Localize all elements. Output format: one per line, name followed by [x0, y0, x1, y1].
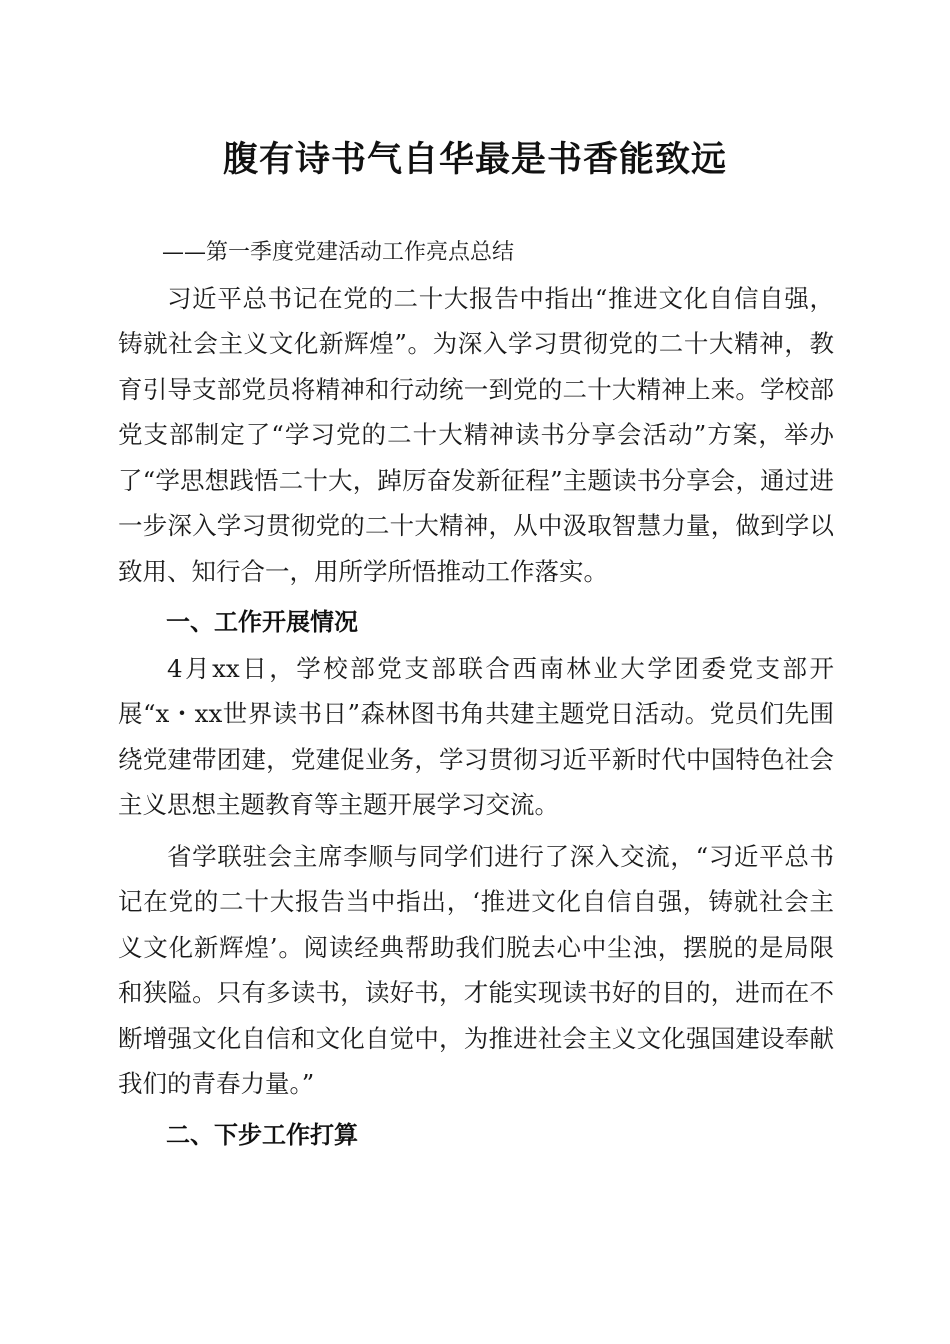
document-title: 腹有诗书气自华最是书香能致远 — [222, 139, 727, 180]
document-subtitle: ——第一季度党建活动工作亮点总结 — [162, 240, 515, 265]
intro-paragraph: 习近平总书记在党的二十大报告中指出“推进文化自信自强，铸就社会主义文化新辉煌”。为深入学习贯彻党的二十大精神，教育引导支部党员将精神和行动统一到党的二十大精神上来。学校部党支部制定了“学习党的二十大精神读书分享会活动”方案，举办了“学思想践悟二十大，踔厉奋发新征程”主题读书分享会，通过进一步深入学习贯彻党的二十大精神，从中汲取智慧力量，做到学以致用、知行合一，用所学所悟推动工作落实。 — [118, 283, 834, 586]
document-body — [118, 230, 834, 1158]
section1-paragraph-1: 4月xx日，学校部党支部联合西南林业大学团委党支部开展“x・xx世界读书日”森林图书角共建主题党日活动。党员们先围绕党建带团建，党建促业务，学习贯彻习近平新时代中国特色社会主义思想主题教育等主题开展学习交流。 — [118, 653, 834, 819]
section1-paragraph-2: 省学联驻会主席李顺与同学们进行了深入交流，“习近平总书记在党的二十大报告当中指出，‘推进文化自信自强，铸就社会主义文化新辉煌’。阅读经典帮助我们脱去心中尘浊，摆脱的是局限和狭隘。只有多读书，读好书，才能实现读书好的目的，进而在不断增强文化自信和文化自觉中，为推进社会主义文化强国建设奉献我们的青春力量。” — [118, 841, 834, 1098]
section-heading-1: 一、工作开展情况 — [166, 608, 358, 636]
section-heading-2: 二、下步工作打算 — [166, 1120, 358, 1149]
